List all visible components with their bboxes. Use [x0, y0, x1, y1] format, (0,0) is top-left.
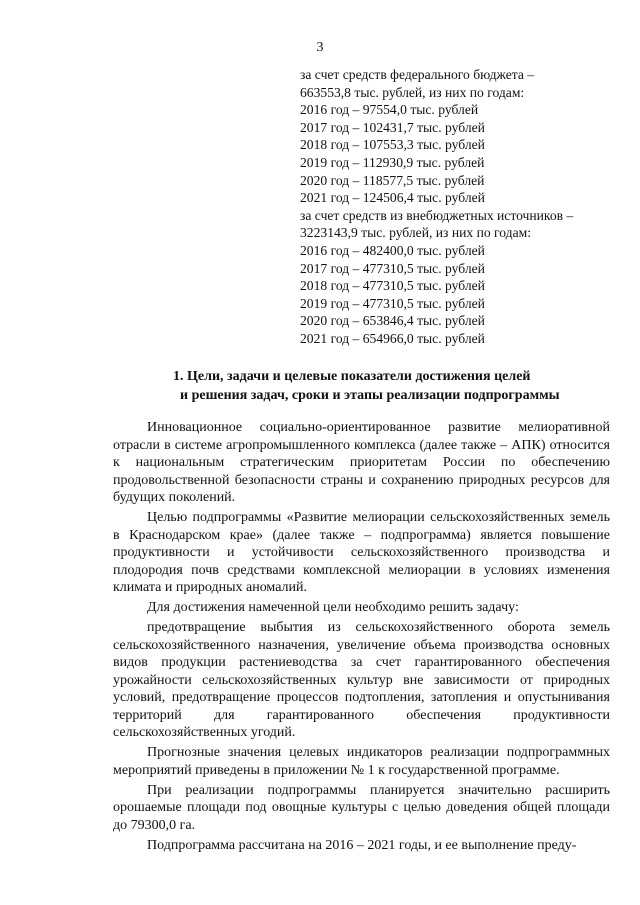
section-heading-line1: 1. Цели, задачи и целевые показатели достижения целей	[173, 369, 531, 384]
paragraph-task: предотвращение выбытия из сельскохозяйственного оборота земель сельскохозяйственного назначения, увеличение объема производства основных видов продукции растениеводства за счет гарантированного обеспечения урожайности сельскохозяйственных культур вне зависимости от природных условий, предотвращение процессов подтопления, затопления и опустынивания территорий для гарантированного обеспечения продуктивности сельскохозяйственных угодий.	[113, 620, 610, 740]
funding-line: 2017 год – 477310,5 тыс. рублей	[300, 260, 485, 276]
paragraph-indicators: Прогнозные значения целевых индикаторов реализации подпрограммных мероприятий приведены в приложении № 1 к государственной программе.	[113, 745, 610, 778]
funding-line: 3223143,9 тыс. рублей, из них по годам:	[300, 225, 532, 241]
section-heading	[140, 367, 600, 405]
funding-line: 2017 год – 102431,7 тыс. рублей	[300, 119, 485, 135]
paragraph-irrigation: При реализации подпрограммы планируется значительно расширить орошаемые площади под овощные культуры с целью доведения общей площади до 79300,0 га.	[113, 782, 610, 833]
paragraph-timeline: Подпрограмма рассчитана на 2016 – 2021 годы, и ее выполнение преду-	[147, 837, 577, 853]
body-text	[113, 419, 610, 857]
funding-line: 2016 год – 97554,0 тыс. рублей	[300, 102, 479, 118]
funding-line: 2021 год – 654966,0 тыс. рублей	[300, 330, 485, 346]
funding-line: 2019 год – 112930,9 тыс. рублей	[300, 154, 485, 170]
funding-line: 2020 год – 118577,5 тыс. рублей	[300, 172, 485, 188]
paragraph-innovation: Инновационное социально-ориентированное развитие мелиоративной отрасли в системе агропромышленного комплекса (далее также – АПК) относится к национальным стратегическим приоритетам России по обеспечению продовольственной безопасности страны и сохранению природных ресурсов для будущих поколений.	[113, 420, 610, 505]
paragraph-goal: Целью подпрограммы «Развитие мелиорации сельскохозяйственных земель в Краснодарском крае» (далее также – подпрограмма) является повышение продуктивности и устойчивости сельскохозяйственного производства и плодородия почв средствами комплексной мелиорации в условиях изменения климата и природных аномалий.	[113, 510, 610, 595]
paragraph-task-intro: Для достижения намеченной цели необходимо решить задачу:	[147, 600, 519, 615]
funding-line: 2020 год – 653846,4 тыс. рублей	[300, 313, 485, 329]
funding-line: 2019 год – 477310,5 тыс. рублей	[300, 295, 485, 311]
funding-line: 2018 год – 477310,5 тыс. рублей	[300, 278, 485, 294]
funding-line: 2021 год – 124506,4 тыс. рублей	[300, 190, 485, 206]
funding-line: за счет средств из внебюджетных источников –	[300, 207, 574, 223]
funding-line: 663553,8 тыс. рублей, из них по годам:	[300, 84, 525, 100]
funding-breakdown	[300, 66, 620, 348]
funding-line: 2018 год – 107553,3 тыс. рублей	[300, 137, 485, 153]
section-heading-line2: и решения задач, сроки и этапы реализации подпрограммы	[180, 388, 560, 403]
page-number: 3	[316, 40, 324, 55]
funding-line: 2016 год – 482400,0 тыс. рублей	[300, 242, 485, 258]
funding-line: за счет средств федерального бюджета –	[300, 67, 535, 82]
